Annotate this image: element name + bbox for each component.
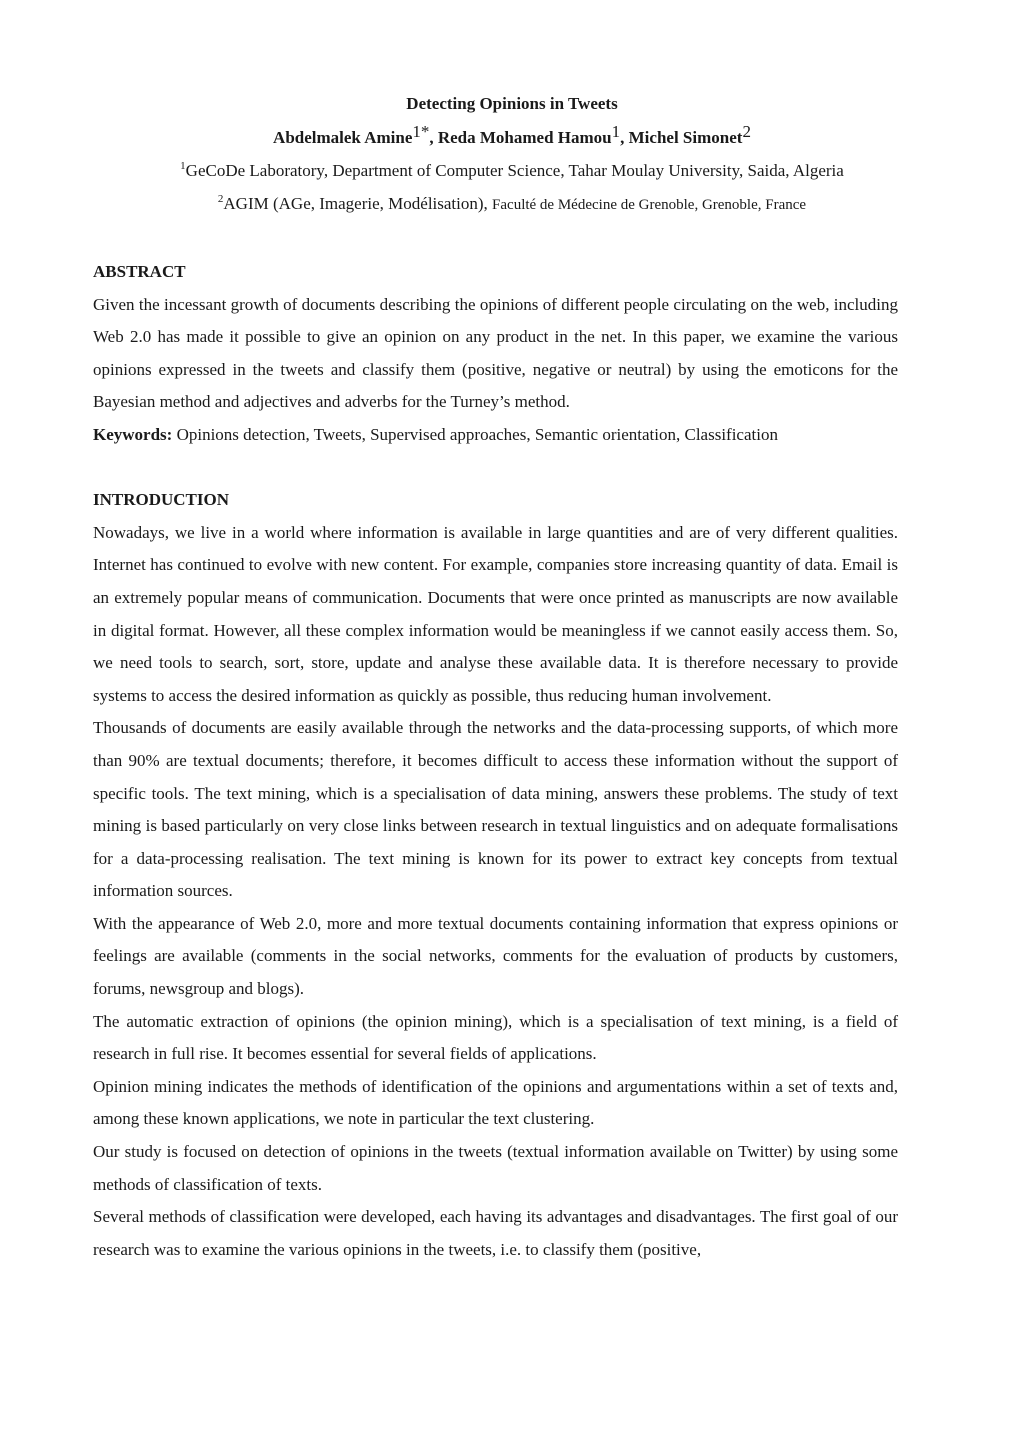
author-mark: 1* [412, 122, 430, 141]
intro-paragraph: Thousands of documents are easily available through the networks and the data-processing supports, of which more than 90% are textual documents; therefore, it becomes difficult to access these information without the support of specific tools. The text mining, which is a specialisation of data mining, answers these problems. The study of text mining is based particularly on very close links between research in textual linguistics and on adequate formalisations for a data-processing realisation. The text mining is known for its power to extract key concepts from textual information sources. [93, 718, 898, 901]
section-spacer [93, 452, 898, 485]
paper-title: Detecting Opinions in Tweets [406, 94, 618, 113]
author-name: Reda Mohamed Hamou [437, 128, 612, 147]
intro-paragraph: Nowadays, we live in a world where information is available in large quantities and are of very different qualities. Internet has continued to evolve with new content. For example, companies store increasing quantity of data. Email is an extremely popular means of communication. Documents that were once printed as manuscripts are now available in digital format. However, all these complex information would be meaningless if we cannot easily access them. So, we need tools to search, sort, store, update and analyse these available data. It is therefore necessary to provide systems to access the desired information as quickly as possible, thus reducing human involvement. [93, 522, 898, 705]
author-mark: 2 [742, 122, 751, 141]
affiliation-text: AGIM (AGe, Imagerie, Modélisation), [223, 194, 488, 213]
affiliation-text: GeCoDe Laboratory, Department of Computer Science, Tahar Moulay University, Saida, Algeria [185, 161, 844, 180]
affiliation-1 [0, 159, 1024, 183]
author-separator: , [620, 128, 629, 147]
affiliation-2 [0, 192, 1024, 217]
paper-header [0, 92, 1024, 217]
intro-paragraph: The automatic extraction of opinions (the opinion mining), which is a specialisation of text mining, is a field of research in full rise. It becomes essential for several fields of applications. [93, 1011, 898, 1064]
abstract-text: Given the incessant growth of documents describing the opinions of different people circulating on the web, including Web 2.0 has made it possible to give an opinion on any product in the net. In this paper, we examine the various opinions expressed in the tweets and classify them (positive, negative or neutral) by using the emoticons for the Bayesian method and adjectives and adverbs for the Turney’s method. [93, 294, 898, 412]
intro-paragraph: Opinion mining indicates the methods of identification of the opinions and argumentations within a set of texts and, among these known applications, we note in particular the text clustering. [93, 1076, 898, 1129]
author-separator: , [429, 128, 438, 147]
author-name: Michel Simonet [628, 128, 743, 147]
paper-body [93, 256, 898, 1266]
affiliation-mark: 2 [217, 193, 224, 205]
intro-paragraph: With the appearance of Web 2.0, more and more textual documents containing information that express opinions or feelings are available (comments in the social networks, comments for the evaluation of products by customers, forums, newsgroup and blogs). [93, 913, 898, 999]
keywords-line [93, 419, 898, 452]
abstract-heading: ABSTRACT [93, 262, 186, 281]
author-name: Abdelmalek Amine [273, 128, 413, 147]
author-mark: 1 [611, 122, 621, 141]
intro-paragraph: Our study is focused on detection of opinions in the tweets (textual information available on Twitter) by using some methods of classification of texts. [93, 1142, 898, 1194]
keywords-text: Opinions detection, Tweets, Supervised approaches, Semantic orientation, Classification [176, 424, 778, 444]
affiliation-mark: 1 [180, 160, 186, 172]
author-list [0, 122, 1024, 150]
keywords-label: Keywords: [93, 424, 173, 444]
affiliation-text-small: Faculté de Médecine de Grenoble, Grenoble, France [492, 197, 807, 213]
intro-paragraph: Several methods of classification were developed, each having its advantages and disadvantages. The first goal of our research was to examine the various opinions in the tweets, i.e. to classify them (positive, [93, 1207, 898, 1259]
introduction-heading: INTRODUCTION [93, 490, 230, 510]
